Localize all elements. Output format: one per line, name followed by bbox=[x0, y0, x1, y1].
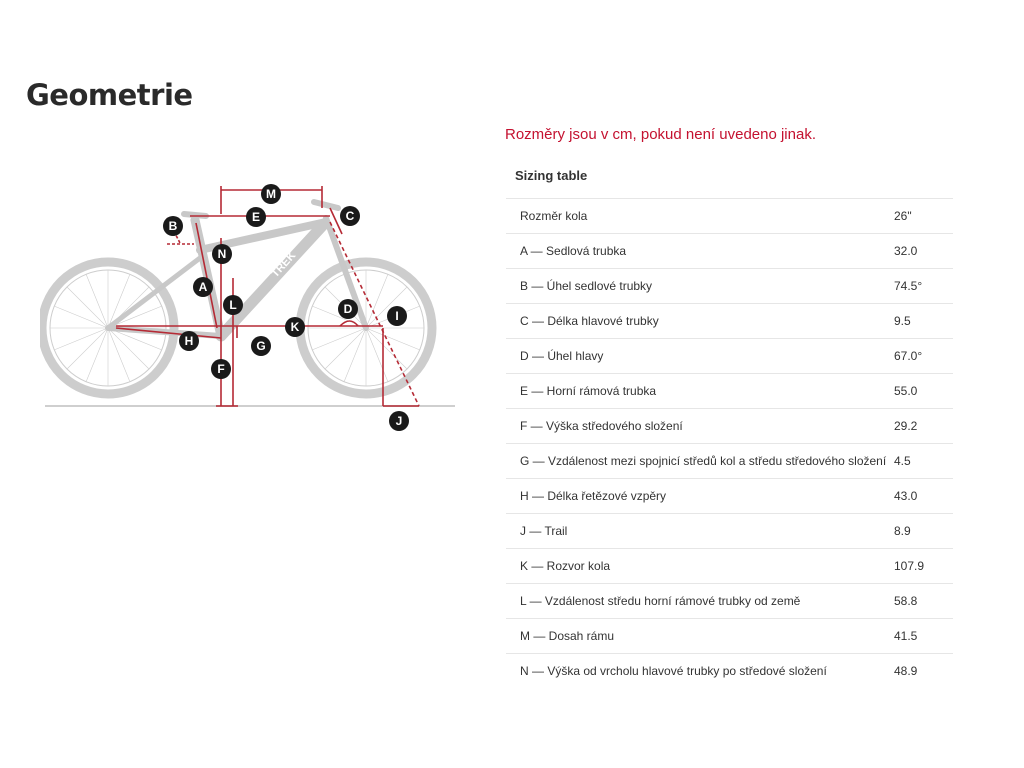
table-row bbox=[506, 374, 953, 409]
row-label: N — Výška od vrcholu hlavové trubky po středové složení bbox=[520, 664, 827, 678]
sizing-table-rows bbox=[506, 199, 953, 688]
bike-geometry-diagram bbox=[40, 178, 470, 438]
marker-n bbox=[212, 244, 232, 264]
marker-m bbox=[261, 184, 281, 204]
row-value: 43.0 bbox=[894, 489, 918, 503]
row-label: H — Délka řetězové vzpěry bbox=[520, 489, 667, 503]
marker-g bbox=[251, 336, 271, 356]
svg-text:M: M bbox=[266, 187, 276, 201]
marker-c bbox=[340, 206, 360, 226]
row-value: 107.9 bbox=[894, 559, 925, 573]
marker-b bbox=[163, 216, 183, 236]
row-value: 29.2 bbox=[894, 419, 918, 433]
table-row bbox=[506, 584, 953, 619]
table-row bbox=[506, 339, 953, 374]
table-row bbox=[506, 479, 953, 514]
page-title: Geometrie bbox=[26, 78, 193, 112]
row-value: 41.5 bbox=[894, 629, 918, 643]
row-value: 9.5 bbox=[894, 314, 911, 328]
row-label: E — Horní rámová trubka bbox=[520, 384, 657, 398]
row-label: B — Úhel sedlové trubky bbox=[520, 279, 653, 293]
units-note: Rozměry jsou v cm, pokud není uvedeno jinak. bbox=[505, 126, 816, 143]
row-label: D — Úhel hlavy bbox=[520, 349, 604, 363]
row-label: C — Délka hlavové trubky bbox=[520, 314, 659, 328]
svg-text:I: I bbox=[395, 309, 399, 323]
sizing-table bbox=[506, 160, 953, 688]
table-row bbox=[506, 654, 953, 688]
svg-text:E: E bbox=[251, 210, 261, 224]
row-label: G — Vzdálenost mezi spojnicí středů kol a středu středového složení bbox=[520, 454, 887, 468]
table-row bbox=[506, 444, 953, 479]
svg-text:F: F bbox=[217, 362, 225, 376]
svg-text:C: C bbox=[345, 209, 355, 223]
row-label: M — Dosah rámu bbox=[520, 629, 615, 643]
table-row bbox=[506, 199, 953, 234]
marker-j bbox=[389, 411, 409, 431]
row-value: 58.8 bbox=[894, 594, 918, 608]
table-row bbox=[506, 619, 953, 654]
svg-text:N: N bbox=[217, 247, 227, 261]
frame-brand: TREK bbox=[269, 249, 299, 281]
svg-text:H: H bbox=[184, 334, 194, 348]
table-row bbox=[506, 514, 953, 549]
table-row bbox=[506, 234, 953, 269]
marker-i bbox=[387, 306, 407, 326]
row-label: L — Vzdálenost středu horní rámové trubky od země bbox=[520, 594, 801, 608]
row-label: F — Výška středového složení bbox=[520, 419, 683, 433]
row-value: 48.9 bbox=[894, 664, 918, 678]
row-label: J — Trail bbox=[520, 524, 568, 538]
svg-text:L: L bbox=[229, 298, 237, 312]
svg-text:J: J bbox=[395, 414, 403, 428]
bike-frame bbox=[108, 202, 366, 336]
row-value: 67.0° bbox=[894, 349, 923, 363]
table-row bbox=[506, 304, 953, 339]
table-row bbox=[506, 549, 953, 584]
row-value: 32.0 bbox=[894, 244, 918, 258]
row-label: A — Sedlová trubka bbox=[520, 244, 627, 258]
row-value: 26" bbox=[894, 209, 912, 223]
svg-text:G: G bbox=[256, 339, 266, 353]
marker-h bbox=[179, 331, 199, 351]
svg-text:A: A bbox=[198, 280, 208, 294]
row-label: Rozměr kola bbox=[520, 209, 588, 223]
svg-text:B: B bbox=[168, 219, 178, 233]
marker-e bbox=[246, 207, 266, 227]
row-value: 74.5° bbox=[894, 279, 923, 293]
row-label: K — Rozvor kola bbox=[520, 559, 611, 573]
svg-text:D: D bbox=[343, 302, 353, 316]
marker-k bbox=[285, 317, 305, 337]
row-value: 8.9 bbox=[894, 524, 911, 538]
row-value: 4.5 bbox=[894, 454, 911, 468]
marker-a bbox=[193, 277, 213, 297]
table-row bbox=[506, 409, 953, 444]
row-value: 55.0 bbox=[894, 384, 918, 398]
marker-l bbox=[223, 295, 243, 315]
marker-d bbox=[338, 299, 358, 319]
table-row bbox=[506, 269, 953, 304]
marker-f bbox=[211, 359, 231, 379]
sizing-table-caption: Sizing table bbox=[506, 160, 953, 199]
svg-text:K: K bbox=[290, 320, 300, 334]
